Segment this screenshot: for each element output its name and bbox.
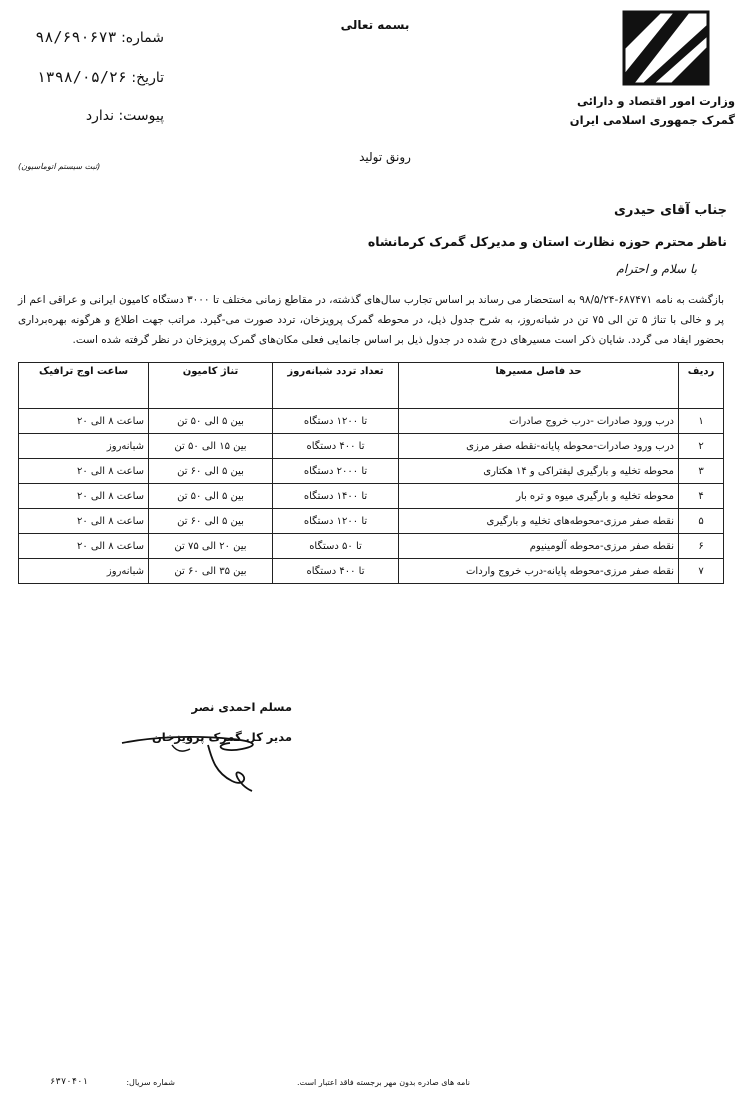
letter-date — [14, 68, 164, 86]
letter-number — [14, 28, 164, 46]
cell-route: نقطه صفر مرزی-محوطه آلومینیوم — [399, 534, 679, 559]
customs-logo-icon — [622, 10, 710, 86]
table-row — [19, 459, 724, 484]
serial-value: ۶۳۷۰۴۰۱ — [50, 1077, 88, 1087]
cell-route: محوطه تخلیه و بارگیری میوه و تره بار — [399, 484, 679, 509]
cell-idx: ۲ — [679, 434, 724, 459]
cell-count: تا ۲۰۰۰ دستگاه — [273, 459, 399, 484]
table-row — [19, 434, 724, 459]
date-label: تاریخ: — [131, 70, 164, 86]
cell-tonnage: بین ۵ الی ۵۰ تن — [149, 484, 273, 509]
table-row — [19, 484, 724, 509]
number-label: شماره: — [121, 30, 164, 46]
cell-count: تا ۱۲۰۰ دستگاه — [273, 409, 399, 434]
table-row — [19, 534, 724, 559]
cell-route: نقطه صفر مرزی-محوطه پایانه-درب خروج واردات — [399, 559, 679, 584]
number-value: ۹۸/۶۹۰۶۷۳ — [35, 28, 117, 46]
customs-name: گمرک جمهوری اسلامی ایران — [569, 113, 735, 127]
subject-line: ناظر محترم حوزه نظارت استان و مدیرکل گمرک کرمانشاه — [367, 234, 727, 249]
header-tonnage: تناژ کامیون — [149, 363, 273, 409]
cell-tonnage: بین ۵ الی ۶۰ تن — [149, 459, 273, 484]
cell-tonnage: بین ۲۰ الی ۷۵ تن — [149, 534, 273, 559]
cell-idx: ۳ — [679, 459, 724, 484]
issuer-block — [485, 92, 735, 130]
greeting: با سلام و احترام — [616, 262, 697, 276]
addressee: جناب آقای حیدری — [613, 203, 727, 218]
table-row — [19, 559, 724, 584]
cell-idx: ۵ — [679, 509, 724, 534]
cell-count: تا ۵۰ دستگاه — [273, 534, 399, 559]
header-peak: ساعت اوج ترافیک — [19, 363, 149, 409]
routes-table — [18, 362, 724, 584]
table-row — [19, 409, 724, 434]
ministry-name: وزارت امور اقتصاد و دارائی — [576, 94, 735, 108]
cell-route: نقطه صفر مرزی-محوطه‌های تخلیه و بارگیری — [399, 509, 679, 534]
body-paragraph: بازگشت به نامه ۶۸۷۴۷۱-۹۸/۵/۲۴ به استحضار می رساند بر اساس تجارب سال‌های گذشته، در مقاطع زمانی مختلف تا ۳۰۰۰ دستگاه کامیون ایرانی و عراقی اعم از پر و خالی با تناژ ۵ تن الی ۷۵ تن در شبانه‌روز، به شرح جدول ذیل، در محوطه گمرک پرویزخان، تردد صورت می-گیرد. مراتب جهت اطلاع و هرگونه بهره‌برداری بحضور ایفاد می گردد. شایان ذکر است مسیرهای درج شده در جدول ذیل بر اساس جانمایی فعلی مکان‌های گمرک پرویزخان در نظر گرفته شده است. — [18, 294, 724, 346]
cell-route: محوطه تخلیه و بارگیری لیفتراکی و ۱۴ هکتاری — [399, 459, 679, 484]
cell-count: تا ۴۰۰ دستگاه — [273, 434, 399, 459]
cell-idx: ۴ — [679, 484, 724, 509]
attachment-value: ندارد — [85, 108, 114, 124]
cell-route: درب ورود صادرات-محوطه پایانه-نقطه صفر مرزی — [399, 434, 679, 459]
letter-attachment — [14, 108, 164, 124]
cell-tonnage: بین ۵ الی ۶۰ تن — [149, 509, 273, 534]
cell-idx: ۶ — [679, 534, 724, 559]
cell-peak: ساعت ۸ الی ۲۰ — [19, 484, 149, 509]
serial-label: شماره سریال: — [126, 1078, 175, 1087]
cell-count: تا ۱۲۰۰ دستگاه — [273, 509, 399, 534]
cell-idx: ۱ — [679, 409, 724, 434]
cell-peak: ساعت ۸ الی ۲۰ — [19, 534, 149, 559]
header-count: تعداد تردد شبانه‌روز — [273, 363, 399, 409]
cell-idx: ۷ — [679, 559, 724, 584]
header-idx: ردیف — [679, 363, 724, 409]
cell-count: تا ۱۴۰۰ دستگاه — [273, 484, 399, 509]
table-row — [19, 509, 724, 534]
cell-route: درب ورود صادرات -درب خروج صادرات — [399, 409, 679, 434]
cell-tonnage: بین ۵ الی ۵۰ تن — [149, 409, 273, 434]
cell-tonnage: بین ۱۵ الی ۵۰ تن — [149, 434, 273, 459]
cell-peak: شبانه‌روز — [19, 434, 149, 459]
attachment-label: پیوست: — [118, 108, 164, 124]
cell-peak: ساعت ۸ الی ۲۰ — [19, 459, 149, 484]
header-route: حد فاصل مسیرها — [399, 363, 679, 409]
footer-note: نامه های صادره بدون مهر برجسته فاقد اعتبار است. — [296, 1078, 470, 1087]
table-header-row — [19, 363, 724, 409]
handwritten-signature-icon — [112, 715, 292, 795]
cell-peak: شبانه‌روز — [19, 559, 149, 584]
cell-tonnage: بین ۳۵ الی ۶۰ تن — [149, 559, 273, 584]
cell-count: تا ۴۰۰ دستگاه — [273, 559, 399, 584]
slogan: رونق تولید — [359, 150, 411, 164]
cell-peak: ساعت ۸ الی ۲۰ — [19, 509, 149, 534]
cell-peak: ساعت ۸ الی ۲۰ — [19, 409, 149, 434]
date-value: ۱۳۹۸/۰۵/۲۶ — [36, 68, 127, 86]
bismillah-heading: بسمه تعالی — [340, 18, 410, 32]
system-note: (ثبت سیستم اتوماسیون) — [18, 162, 101, 171]
signatory-name: مسلم احمدی نصر — [191, 700, 292, 714]
signatory-title: مدیر کل گمرک پرویزخان — [151, 730, 292, 744]
